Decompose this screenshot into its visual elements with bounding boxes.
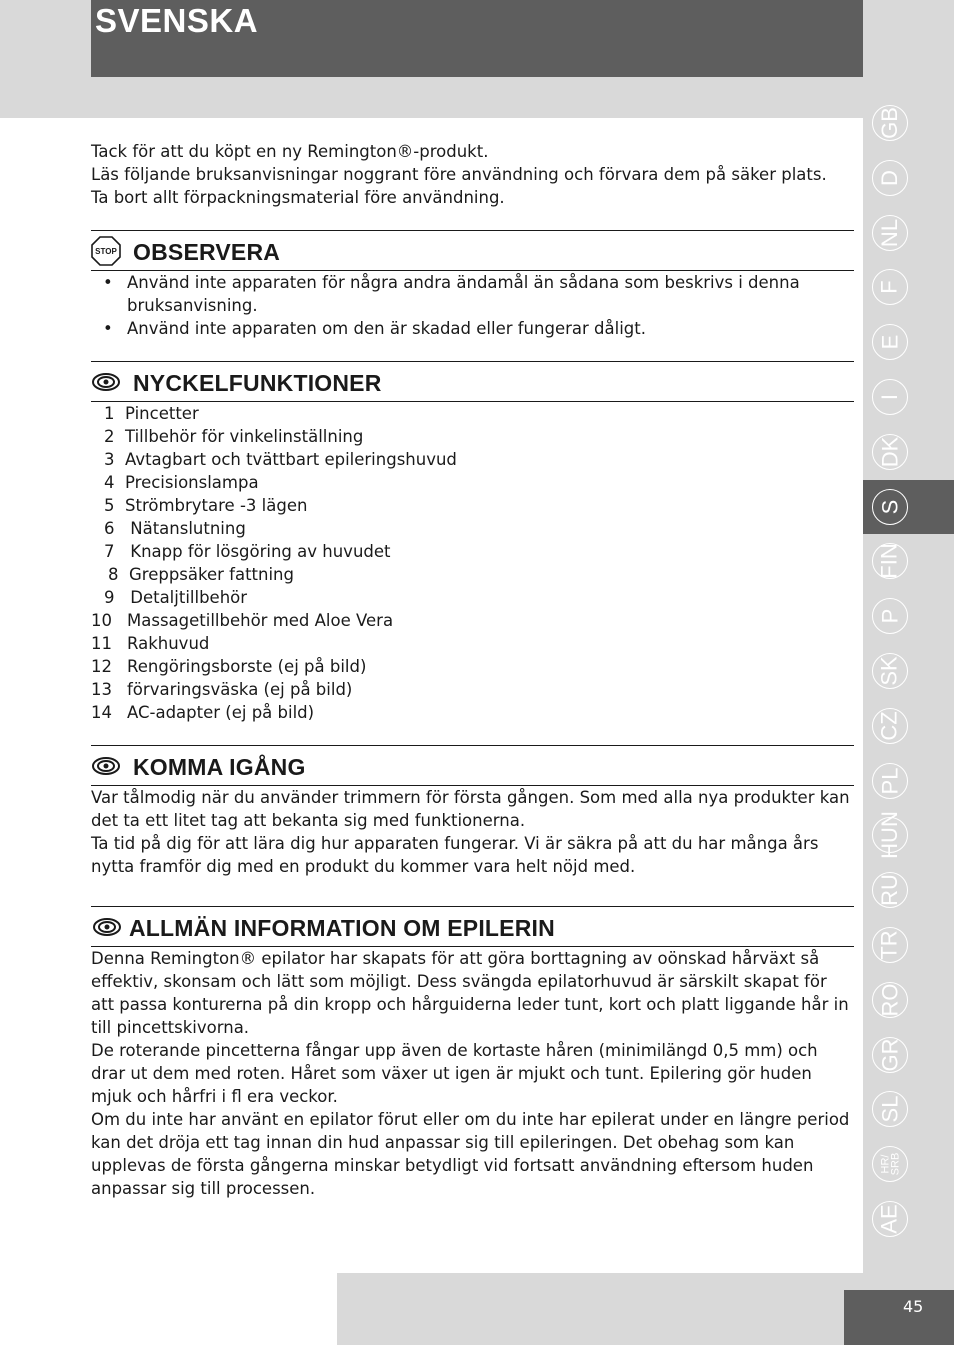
section-title: OBSERVERA xyxy=(133,239,281,265)
language-tab-ro[interactable] xyxy=(863,973,954,1027)
language-tab-nl[interactable] xyxy=(863,206,954,260)
item-text: Massagetillbehör med Aloe Vera xyxy=(127,611,394,630)
language-tab-gb[interactable] xyxy=(863,96,954,150)
language-tab-hrsrb[interactable] xyxy=(863,1137,954,1191)
section-title: KOMMA IGÅNG xyxy=(133,754,306,780)
stop-icon-text: STOP xyxy=(95,246,117,256)
tab-label: GR xyxy=(877,1038,902,1072)
list-item xyxy=(91,655,854,678)
item-number: 14 xyxy=(91,703,112,722)
item-number: 3 xyxy=(104,450,115,469)
eye-icon xyxy=(91,751,121,781)
paragraph: Om du inte har använt en epilator förut eller om du inte har epilerat under en längre period kan det dröja ett tag innan din hud anpassar sig till epileringen. Det obehag som kan upplevas de första gångerna minskar betydligt vid fortsatt användning eftersom huden anpassar sig till processen. xyxy=(91,1110,850,1198)
language-tab-fin[interactable] xyxy=(863,534,954,588)
list-item xyxy=(91,678,854,701)
tab-label: HR/ SRB xyxy=(879,1152,901,1176)
language-tabs xyxy=(863,96,954,1246)
tab-label: RO xyxy=(877,983,902,1017)
intro xyxy=(91,140,854,209)
tab-label: RU xyxy=(877,874,902,907)
tab-circle xyxy=(872,763,908,799)
language-tab-i[interactable] xyxy=(863,370,954,424)
item-text: Rakhuvud xyxy=(127,634,210,653)
tab-circle xyxy=(872,982,908,1018)
list-item xyxy=(91,563,854,586)
intro-line: Tack för att du köpt en ny Remington®-produkt. xyxy=(91,142,489,161)
language-tab-ru[interactable] xyxy=(863,863,954,917)
language-tab-s[interactable] xyxy=(863,480,954,534)
section-title: ALLMÄN INFORMATION OM EPILERIN xyxy=(129,915,555,941)
section-nyckelfunktioner xyxy=(91,361,854,724)
item-number: 12 xyxy=(91,657,112,676)
section-header xyxy=(91,906,854,947)
feature-list xyxy=(91,402,854,724)
paragraph: Ta tid på dig för att lära dig hur apparaten fungerar. Vi är säkra på att du har många års nytta framför dig med en produkt du kommer vara helt nöjd med. xyxy=(91,834,819,876)
tab-label: D xyxy=(876,169,902,186)
item-text: Rengöringsborste (ej på bild) xyxy=(127,657,367,676)
item-text: Detaljtillbehör xyxy=(130,588,248,607)
page-title: SVENSKA xyxy=(95,2,259,39)
list-item xyxy=(91,609,854,632)
item-text: AC-adapter (ej på bild) xyxy=(127,703,315,722)
tab-circle xyxy=(872,1201,908,1237)
tab-label: P xyxy=(877,608,902,624)
list-item xyxy=(91,517,854,540)
tab-label: NL xyxy=(877,218,902,247)
list-item xyxy=(91,402,854,425)
item-number: 4 xyxy=(104,473,115,492)
tab-circle xyxy=(872,269,908,305)
tab-label: DK xyxy=(877,436,902,468)
language-tab-hun[interactable] xyxy=(863,808,954,862)
tab-circle xyxy=(872,160,908,196)
list-item xyxy=(91,425,854,448)
item-number: 2 xyxy=(104,427,115,446)
stop-icon xyxy=(91,236,121,266)
language-tab-gr[interactable] xyxy=(863,1028,954,1082)
item-text: Nätanslutning xyxy=(130,519,246,538)
tab-label: F xyxy=(876,280,902,295)
intro-line: Läs följande bruksanvisningar noggrant före användning och förvara dem på säker plats. xyxy=(91,165,827,184)
tab-label: HUN xyxy=(877,811,903,860)
tab-circle xyxy=(872,708,908,744)
bullet-list xyxy=(91,271,854,340)
item-text: Tillbehör för vinkelinställning xyxy=(125,427,364,446)
tab-label: S xyxy=(877,499,902,514)
item-text: Greppsäker fattning xyxy=(129,565,294,584)
main-content xyxy=(91,140,854,1200)
tab-circle xyxy=(872,215,908,251)
item-text: Precisionslampa xyxy=(125,473,259,492)
tab-circle xyxy=(872,653,908,689)
list-item xyxy=(91,494,854,517)
language-tab-p[interactable] xyxy=(863,589,954,643)
tab-label: AE xyxy=(876,1204,902,1234)
paragraphs xyxy=(91,786,854,878)
eye-icon xyxy=(91,912,123,942)
language-tab-ae[interactable] xyxy=(863,1192,954,1246)
section-title: NYCKELFUNKTIONER xyxy=(133,370,382,396)
section-header xyxy=(91,230,854,271)
item-number: 11 xyxy=(91,634,112,653)
paragraph: Var tålmodig när du använder trimmern för första gången. Som med alla nya produkter kan det ta ett litet tag att bekanta sig med funktionerna. xyxy=(91,788,850,830)
list-item xyxy=(91,471,854,494)
intro-line: Ta bort allt förpackningsmaterial före användning. xyxy=(91,188,505,207)
tab-circle xyxy=(872,324,908,360)
tab-circle xyxy=(872,1146,908,1182)
language-tab-cz[interactable] xyxy=(863,699,954,753)
tab-label: E xyxy=(877,334,902,350)
bullet-item: • Använd inte apparaten för några andra ändamål än sådana som beskrivs i denna bruksanvisning. xyxy=(91,271,854,317)
eye-icon xyxy=(91,367,121,397)
paragraph: Denna Remington® epilator har skapats för att göra borttagning av oönskad hårväxt så eﬀektiv, skonsam och lätt som möjligt. Dess svängda epilatorhuvud är särskilt skapat för att passa konturerna på din kropp och hårguiderna leder tunt, kort och platt liggande hår in till pincettskivorna. xyxy=(91,949,849,1037)
item-text: förvaringsväska (ej på bild) xyxy=(127,680,353,699)
tab-circle xyxy=(872,927,908,963)
item-number: 8 xyxy=(108,565,119,584)
tab-circle xyxy=(872,1037,908,1073)
tab-label: SL xyxy=(876,1095,902,1123)
item-number: 6 xyxy=(104,519,115,538)
tab-circle xyxy=(872,434,908,470)
tab-circle xyxy=(872,489,908,525)
language-tab-f[interactable] xyxy=(863,260,954,314)
list-item xyxy=(91,540,854,563)
item-number: 10 xyxy=(91,611,112,630)
tab-circle xyxy=(872,105,908,141)
bottom-panel xyxy=(0,1273,337,1345)
bullet-item: • Använd inte apparaten om den är skadad eller fungerar dåligt. xyxy=(91,317,854,340)
language-tab-sk[interactable] xyxy=(863,644,954,698)
tab-circle xyxy=(872,598,908,634)
tab-label: CZ xyxy=(876,711,902,741)
item-number: 7 xyxy=(104,542,115,561)
item-text: Strömbrytare -3 lägen xyxy=(125,496,308,515)
paragraph: De roterande pincetterna fångar upp även de kortaste håren (minimilängd 0,5 mm) och drar ut dem med roten. Håret som växer ut igen är mjukt och tunt. Epilering gör huden mjuk och hårfri i ﬂ era veckor. xyxy=(91,1041,818,1106)
section-header xyxy=(91,745,854,786)
tab-label: TR xyxy=(876,930,902,960)
tab-label: FIN xyxy=(877,543,903,580)
language-tab-e[interactable] xyxy=(863,315,954,369)
section-observera xyxy=(91,230,854,340)
list-item xyxy=(91,448,854,471)
tab-label: SK xyxy=(876,656,902,686)
tab-circle xyxy=(872,543,908,579)
tab-label: PL xyxy=(876,767,902,795)
language-tab-dk[interactable] xyxy=(863,425,954,479)
page-number: 45 xyxy=(903,1297,924,1316)
item-number: 5 xyxy=(104,496,115,515)
tab-circle xyxy=(872,379,908,415)
language-tab-pl[interactable] xyxy=(863,754,954,808)
language-tab-tr[interactable] xyxy=(863,918,954,972)
language-tab-d[interactable] xyxy=(863,151,954,205)
tab-label: GB xyxy=(876,107,902,139)
item-number: 9 xyxy=(104,588,115,607)
section-allman-information xyxy=(91,906,854,1200)
tab-circle xyxy=(872,1091,908,1127)
list-item xyxy=(91,632,854,655)
item-number: 1 xyxy=(104,404,115,423)
language-tab-sl[interactable] xyxy=(863,1082,954,1136)
section-komma-igang xyxy=(91,745,854,878)
list-item xyxy=(91,701,854,724)
list-item xyxy=(91,586,854,609)
item-text: Knapp för lösgöring av huvudet xyxy=(130,542,391,561)
paragraphs xyxy=(91,947,854,1200)
page-number-box xyxy=(844,1290,954,1345)
item-number: 13 xyxy=(91,680,112,699)
item-text: Pincetter xyxy=(125,404,199,423)
tab-circle xyxy=(872,872,908,908)
tab-label: I xyxy=(877,393,902,401)
item-text: Avtagbart och tvättbart epileringshuvud xyxy=(125,450,457,469)
tab-circle xyxy=(872,811,908,860)
section-header xyxy=(91,361,854,402)
